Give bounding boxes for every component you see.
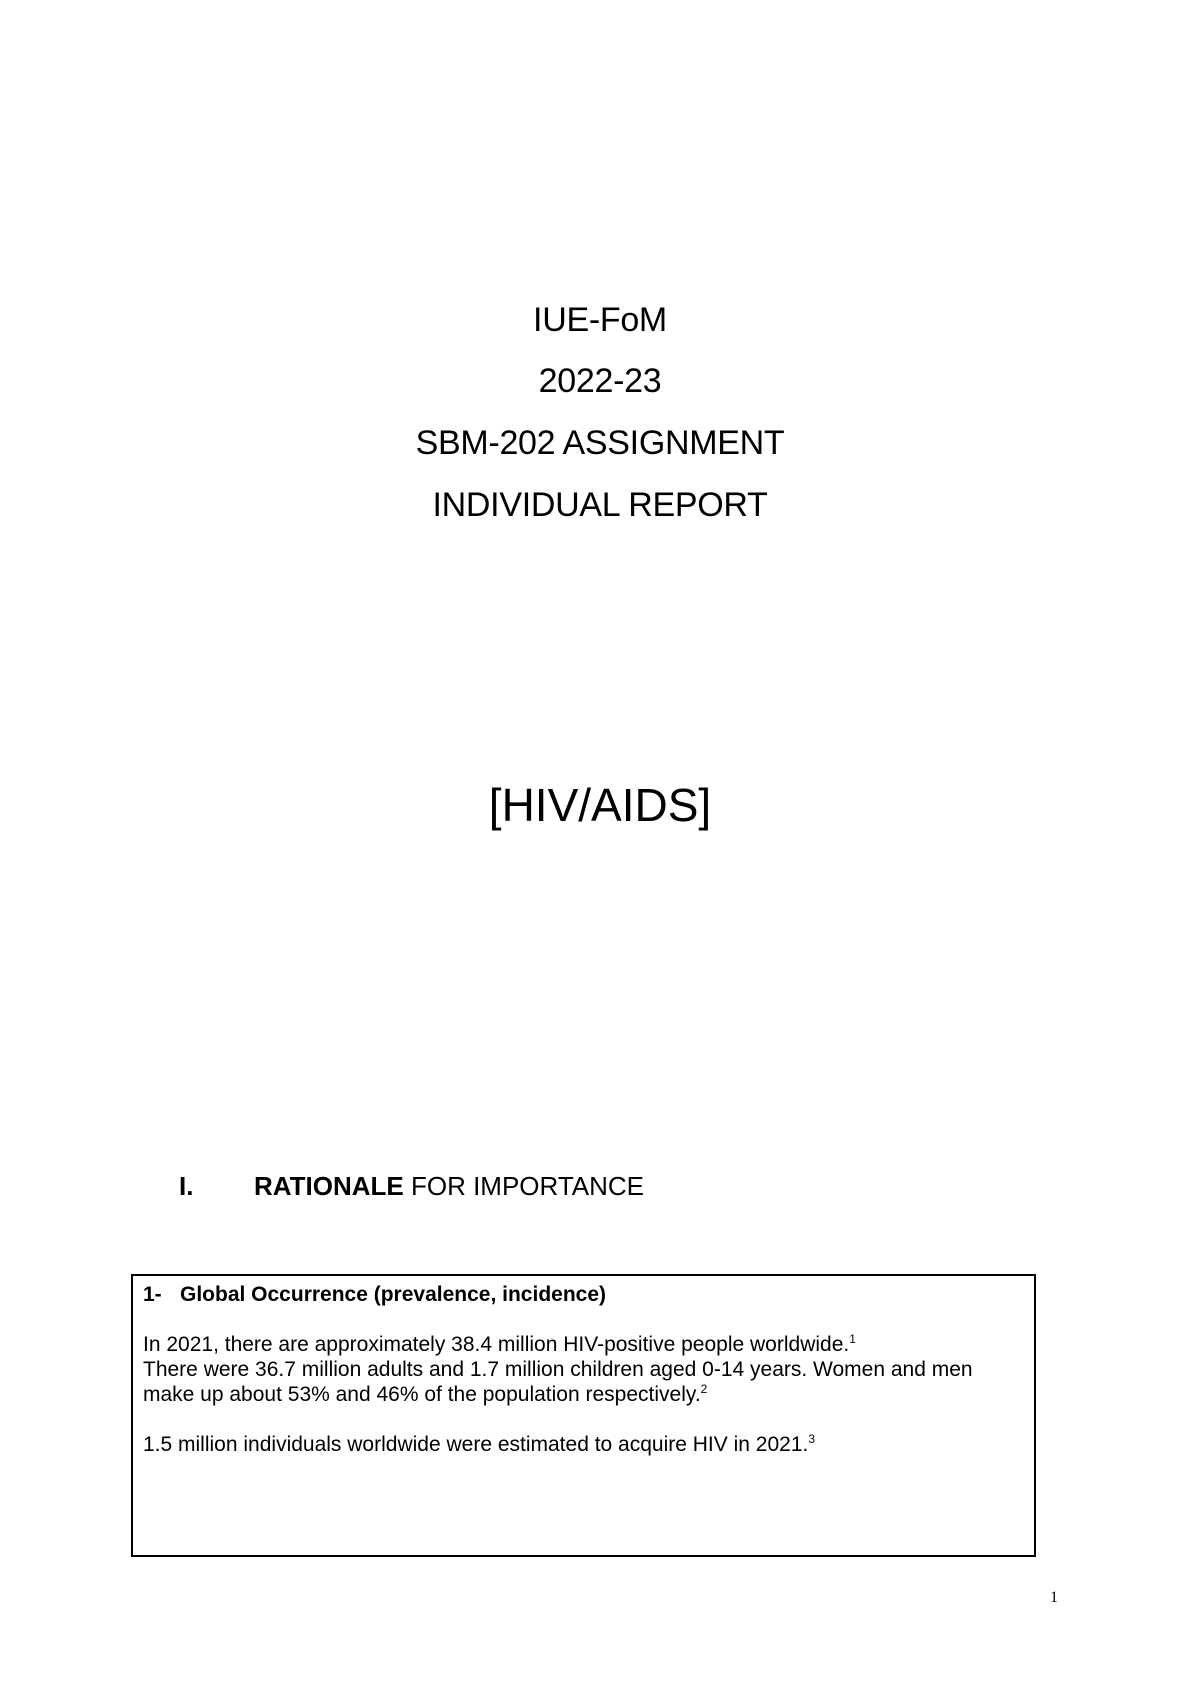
institution-name: IUE-FoM [533, 301, 667, 339]
footnote-ref-1[interactable]: 1 [849, 1332, 856, 1346]
assignment-title: SBM-202 ASSIGNMENT [415, 424, 785, 462]
footnote-ref-3[interactable]: 3 [808, 1432, 816, 1446]
section-heading-rest: FOR IMPORTANCE [403, 1171, 645, 1201]
box-number: 1- [143, 1283, 162, 1306]
box-heading [143, 1282, 1024, 1307]
prevalence-paragraph [143, 1332, 1024, 1357]
section-numeral: I. [179, 1171, 194, 1201]
demographics-text: There were 36.7 million adults and 1.7 million children aged 0-14 years. Women and men make up about 53% and 46% of the population respectively. [143, 1358, 973, 1406]
footnote-ref-2[interactable]: 2 [700, 1382, 708, 1396]
box-heading-text: Global Occurrence (prevalence, incidence) [180, 1283, 606, 1306]
page-number: 1 [1050, 1589, 1058, 1606]
section-heading [179, 1170, 644, 1202]
spacer [143, 1307, 1024, 1332]
report-topic: [HIV/AIDS] [488, 779, 712, 831]
global-occurrence-box [131, 1274, 1036, 1557]
report-type: INDIVIDUAL REPORT [432, 486, 768, 524]
section-heading-bold: RATIONALE [254, 1171, 404, 1201]
spacer [143, 1407, 1024, 1432]
incidence-text: 1.5 million individuals worldwide were estimated to acquire HIV in 2021. [143, 1433, 809, 1456]
prevalence-text: In 2021, there are approximately 38.4 million HIV-positive people worldwide. [143, 1333, 850, 1356]
academic-year: 2022-23 [538, 362, 662, 400]
demographics-paragraph [143, 1357, 1024, 1407]
incidence-paragraph [143, 1432, 1024, 1457]
